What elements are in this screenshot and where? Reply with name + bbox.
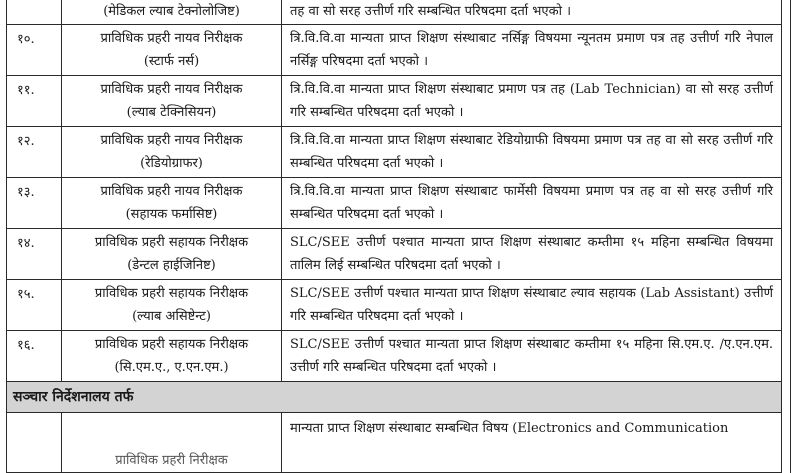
qualification-text: त्रि.वि.वि.वा मान्यता प्राप्त शिक्षण संस्थाबाट प्रमाण पत्र तह (Lab Technician) वा सो सरह उत्तीर्ण गरि सम्बन्धित परिषदमा दर्ता भएको । xyxy=(282,76,782,127)
row-number: १०. xyxy=(7,25,62,76)
row-number xyxy=(7,413,62,473)
post-title xyxy=(62,25,282,76)
document-page xyxy=(6,0,790,473)
table-row xyxy=(7,229,782,280)
qualification-text: त्रि.वि.वि.वा मान्यता प्राप्त शिक्षण संस्थाबाट रेडियोग्राफी विषयमा प्रमाण पत्र तह वा सो सरह उत्तीर्ण गरि सम्बन्धित परिषदमा दर्ता भएको । xyxy=(282,127,782,178)
section-header-row xyxy=(7,382,782,413)
qualification-text: त्रि.वि.वि.वा मान्यता प्राप्त शिक्षण संस्थाबाट नर्सिङ्ग विषयमा न्यूनतम प्रमाण पत्र तह उत्तीर्ण गरि नेपाल नर्सिङ्ग परिषदमा दर्ता भएको । xyxy=(282,25,782,76)
post-title xyxy=(62,127,282,178)
row-number: १६. xyxy=(7,331,62,382)
post-specialty: (ल्याब टेक्निसियन) xyxy=(126,105,217,120)
post-specialty: (सहायक फर्मासिष्ट) xyxy=(125,207,218,222)
table-row xyxy=(7,331,782,382)
qualification-text: तह वा सो सरह उत्तीर्ण गरि सम्बन्धित परिषदमा दर्ता भएको । xyxy=(282,0,782,25)
post-title xyxy=(62,229,282,280)
post-title xyxy=(62,178,282,229)
post-title: (मेडिकल ल्याब टेक्नोलोजिष्ट) xyxy=(62,0,282,25)
qualification-text: मान्यता प्राप्त शिक्षण संस्थाबाट सम्बन्धित विषय (Electronics and Communication xyxy=(282,413,782,473)
post-title xyxy=(62,280,282,331)
post-specialty: (सि.एम.ए., ए.एन.एम.) xyxy=(114,360,229,375)
post-title xyxy=(62,413,282,473)
post-title xyxy=(62,331,282,382)
qualification-text: त्रि.वि.वि.वा मान्यता प्राप्त शिक्षण संस्थाबाट फार्मेसी विषयमा प्रमाण पत्र तह वा सो सरह उत्तीर्ण गरि सम्बन्धित परिषदमा दर्ता भएको । xyxy=(282,178,782,229)
post-rank: प्राविधिक प्रहरी नायव निरीक्षक xyxy=(100,184,243,199)
table-row xyxy=(7,0,782,25)
post-title xyxy=(62,76,282,127)
row-number: १३. xyxy=(7,178,62,229)
post-rank: प्राविधिक प्रहरी नायव निरीक्षक xyxy=(100,82,243,97)
row-number: १५. xyxy=(7,280,62,331)
page-border-line xyxy=(790,0,791,473)
post-specialty: (रेडियोग्राफर) xyxy=(140,156,203,171)
row-number: १४. xyxy=(7,229,62,280)
post-rank: प्राविधिक प्रहरी सहायक निरीक्षक xyxy=(94,337,249,352)
post-specialty: (डेन्टल हाईजिनिष्ट) xyxy=(127,258,216,273)
table-row xyxy=(7,413,782,473)
row-number xyxy=(7,0,62,25)
post-rank: प्राविधिक प्रहरी निरीक्षक xyxy=(115,453,228,468)
post-rank: प्राविधिक प्रहरी नायव निरीक्षक xyxy=(100,31,243,46)
qualification-text: SLC/SEE उत्तीर्ण पश्चात मान्यता प्राप्त शिक्षण संस्थाबाट ल्याव सहायक (Lab Assistant) उत्तीर्ण गरि सम्बन्धित परिषदमा दर्ता भएको । xyxy=(282,280,782,331)
table-row xyxy=(7,25,782,76)
row-number: १२. xyxy=(7,127,62,178)
post-specialty: (ल्याब असिष्टेन्ट) xyxy=(132,309,211,324)
post-specialty: (स्टार्फ नर्स) xyxy=(143,54,200,69)
qualification-table xyxy=(6,0,782,473)
section-header: सञ्चार निर्देशनालय तर्फ xyxy=(7,382,782,413)
table-row xyxy=(7,127,782,178)
post-rank: प्राविधिक प्रहरी नायव निरीक्षक xyxy=(100,133,243,148)
post-rank: प्राविधिक प्रहरी सहायक निरीक्षक xyxy=(94,286,249,301)
table-row xyxy=(7,280,782,331)
post-rank: प्राविधिक प्रहरी सहायक निरीक्षक xyxy=(94,235,249,250)
qualification-text: SLC/SEE उत्तीर्ण पश्चात मान्यता प्राप्त शिक्षण संस्थाबाट कम्तीमा १५ महिना सम्बन्धित विषयमा तालिम लिई सम्बन्धित परिषदमा दर्ता भएको । xyxy=(282,229,782,280)
row-number: ११. xyxy=(7,76,62,127)
qualification-text: SLC/SEE उत्तीर्ण पश्चात मान्यता प्राप्त शिक्षण संस्थाबाट कम्तीमा १५ महिना सि.एम.ए. /ए.एन.एम. उत्तीर्ण गरि सम्बन्धित परिषदमा दर्ता भएको । xyxy=(282,331,782,382)
table-row xyxy=(7,76,782,127)
table-row xyxy=(7,178,782,229)
